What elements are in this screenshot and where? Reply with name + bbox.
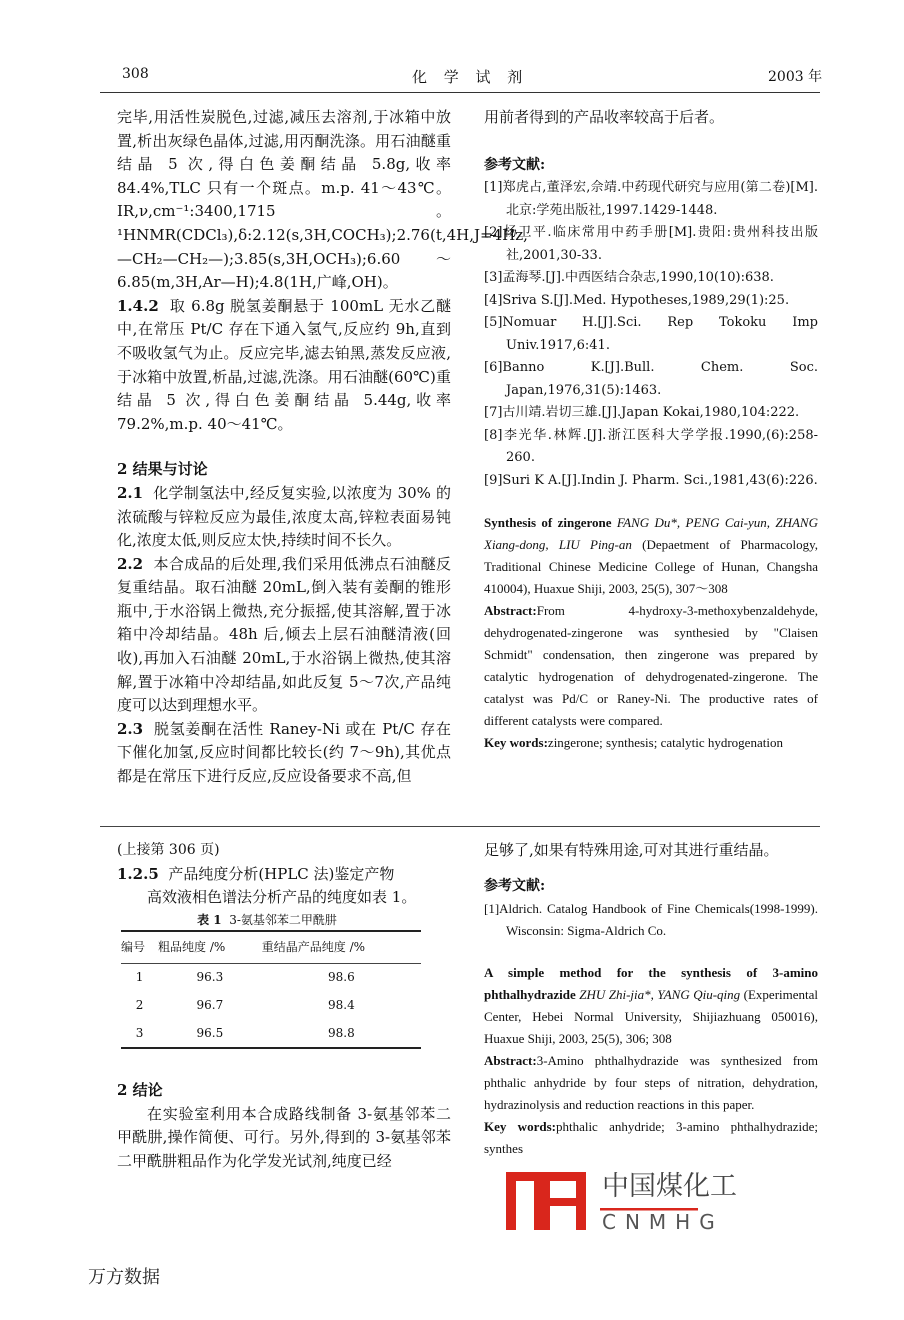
english-abstract xyxy=(484,600,818,732)
abstract-text: From 4-hydroxy-3-methoxybenzaldehyde, dehydrogenated-zingerone was synthesied by "Claisen Schmidt" condensation, then zingerone was prepared by catalytic hydrogenation of dehydrogenated-zingerone. The catalyst was Pd/C or Raney-Ni. The productive rates of different catalysts were compared. xyxy=(484,603,818,729)
table-row xyxy=(121,1020,421,1049)
keywords-text: phthalic anhydride; 3-amino phthalhydrazide; synthes xyxy=(484,1119,818,1157)
subsection-title: 产品纯度分析(HPLC 法)鉴定产物 xyxy=(168,864,395,883)
table-number: 表 1 xyxy=(197,912,222,927)
reference-list xyxy=(484,898,818,942)
paragraph-text: 取 6.8g 脱氢姜酮悬于 100mL 无水乙醚中,在常压 Pt/C 存在下通入氢气,反应约 9h,直到不吸收氢气为止。反应完毕,滤去铂黑,蒸发反应液,于冰箱中放置,析晶,过滤,洗涤。用石油醚(60℃)重结晶 5 次,得白色姜酮结晶 5.44g,收率 79.2%,m.p. 40～41℃。 xyxy=(117,296,451,433)
abstract-label: Abstract: xyxy=(484,603,537,619)
watermark-cn: 中国煤化工 xyxy=(602,1171,737,1203)
abstract-label: Abstract: xyxy=(484,1053,537,1069)
table-cell: 98.8 xyxy=(262,1020,421,1049)
paragraph-1-4-2 xyxy=(117,295,451,437)
page-number: 308 xyxy=(122,66,149,82)
keywords xyxy=(484,732,818,754)
paragraph-2-3 xyxy=(117,718,451,789)
watermark-logo xyxy=(506,1170,737,1235)
article-divider xyxy=(100,826,820,827)
paragraph: 用前者得到的产品收率较高于后者。 xyxy=(484,108,725,126)
continued-note: (上接第 306 页) xyxy=(117,842,220,858)
top-article-columns xyxy=(117,106,818,818)
paragraph-2-2 xyxy=(117,553,451,718)
table-title: 3-氨基邻苯二甲酰肼 xyxy=(229,912,337,927)
column-header: 编号 xyxy=(121,931,158,964)
table-row xyxy=(121,992,421,1020)
table-cell: 98.4 xyxy=(328,997,355,1012)
bottom-article-columns xyxy=(117,839,818,1249)
watermark-en: CNMHG xyxy=(602,1210,724,1235)
table-caption xyxy=(117,910,417,930)
paragraph: 高效液相色谱法分析产品的纯度如表 1。 xyxy=(147,888,417,907)
purity-table xyxy=(121,930,421,1049)
abstract-text: 3-Amino phthalhydrazide was synthesized from phthalic anhydride by four steps of nitration, dehydration, hydrazinolysis and reduction reactions in this paper. xyxy=(484,1053,818,1113)
subsection-heading xyxy=(117,863,451,887)
table-cell: 96.3 xyxy=(196,970,224,985)
right-column-top xyxy=(484,106,818,754)
paragraph-number: 2.2 xyxy=(117,554,144,573)
keywords-label: Key words: xyxy=(484,735,548,751)
english-abstract xyxy=(484,1050,818,1116)
paragraph-number: 2.3 xyxy=(117,719,144,738)
keywords xyxy=(484,1116,818,1160)
paragraph: 在实验室利用本合成路线制备 3-氨基邻苯二甲酰肼,操作简便、可行。另外,得到的 3-氨基邻苯二甲酰肼粗品作为化学发光试剂,纯度已经 xyxy=(117,1104,451,1170)
table-cell: 3 xyxy=(121,1020,158,1049)
journal-name: 化 学 试 剂 xyxy=(412,68,529,86)
column-header: 粗品纯度 /% xyxy=(158,931,262,964)
paragraph: 完毕,用活性炭脱色,过滤,减压去溶剂,于冰箱中放置,析出灰绿色晶体,过滤,用丙酮洗涤。用石油醚重结晶 5 次,得白色姜酮结晶 5.8g,收率 84.4%,TLC 只有一个斑点。m.p. 41～43℃。IR,ν,cm⁻¹:3400,1715。¹HNMR(CDCl₃),δ:2.12(s,3H,COCH₃);2.76(t,4H,J=4Hz,—CH₂—CH₂—);3.85(s,3H,OCH₃);6.60～6.85(m,3H,Ar—H);4.8(1H,广峰,OH)。 xyxy=(117,108,528,292)
abstract-authors: ZHU Zhi-jia*, YANG Qiu-qing xyxy=(579,987,741,1003)
reference: [8]李光华.林辉.[J].浙江医科大学学报.1990,(6):258-260. xyxy=(484,427,818,466)
reference: [1]郑虎占,董泽宏,佘靖.中药现代研究与应用(第二卷)[M].北京:学苑出版社,1997.1429-1448. xyxy=(484,180,818,218)
reference: [1]Aldrich. Catalog Handbook of Fine Chemicals(1998-1999). Wisconsin: Sigma-Aldrich Co. xyxy=(484,901,818,939)
paragraph-text: 脱氢姜酮在活性 Raney-Ni 或在 Pt/C 存在下催化加氢,反应时间都比较长(约 7～9h),其优点都是在常压下进行反应,反应设备要求不高,但 xyxy=(117,719,451,786)
right-column-bottom xyxy=(484,839,818,1234)
abstract-title: A simple method for the synthesis of 3-amino phthalhydrazide xyxy=(484,965,818,1003)
paragraph-text: 化学制氢法中,经反复实验,以浓度为 30% 的浓硫酸与锌粒反应为最佳,浓度太高,锌粒表面易钝化,浓度太低,则反应太快,持续时间不长久。 xyxy=(117,483,451,550)
reference: [7]古川靖.岩切三雄.[J].Japan Kokai,1980,104:222. xyxy=(484,405,800,421)
table-cell: 1 xyxy=(135,970,144,985)
references-heading: 参考文献: xyxy=(484,156,546,173)
paragraph-2-1 xyxy=(117,482,451,553)
reference: [2]杨卫平.临床常用中药手册[M].贵阳:贵州科技出版社,2001,30-33. xyxy=(484,225,818,263)
reference: [3]孟海琴.[J].中西医结合杂志,1990,10(10):638. xyxy=(484,270,774,286)
paragraph: 足够了,如果有特殊用途,可对其进行重结晶。 xyxy=(484,841,779,859)
page-body xyxy=(88,0,819,1289)
table-cell: 98.6 xyxy=(328,970,355,985)
paragraph-number: 2.1 xyxy=(117,483,144,502)
reference: [9]Suri K A.[J].Indin J. Pharm. Sci.,1981,43(6):226. xyxy=(484,472,818,488)
table-cell: 96.7 xyxy=(196,997,224,1012)
footer-source: 万方数据 xyxy=(88,1267,160,1288)
abstract-affiliation: (Experimental Center, Hebei Normal University, Shijiazhuang 050016), Huaxue Shiji, 2003, 25(5), 306; 308 xyxy=(484,987,819,1047)
table-cell: 96.5 xyxy=(158,1020,262,1049)
english-abstract-header xyxy=(484,962,818,1050)
reference: [5]Nomuar H.[J].Sci. Rep Tokoku Imp Univ.1917,6:41. xyxy=(484,315,818,353)
references-heading: 参考文献: xyxy=(484,877,546,894)
abstract-authors: FANG Du*, PENG Cai-yun, ZHANG Xiang-dong, LIU Ping-an xyxy=(484,515,818,553)
table-header-row xyxy=(121,931,421,964)
section-heading: 2 结果与讨论 xyxy=(117,460,208,479)
year: 2003 年 xyxy=(768,69,823,85)
paragraph-text: 本合成品的后处理,我们采用低沸点石油醚反复重结晶。取石油醚 20mL,倒入装有姜酮的锥形瓶中,于水浴锅上微热,充分振摇,使其溶解,置于冰箱中冷却结晶。48h 后,倾去上层石油醚清液(回收),再加入石油醚 20mL,于水浴锅上微热,使其溶解,置于冰箱中冷却结晶,如此反复 5～7次,产品纯度可以达到理想水平。 xyxy=(117,554,451,715)
paragraph-number: 1.4.2 xyxy=(117,296,159,315)
reference: [6]Banno K.[J].Bull. Chem. Soc. Japan,1976,31(5):1463. xyxy=(484,360,818,398)
left-column-bottom xyxy=(117,839,451,1174)
column-header: 重结晶产品纯度 /% xyxy=(262,931,421,964)
reference: [4]Sriva S.[J].Med. Hypotheses,1989,29(1):25. xyxy=(484,292,790,308)
english-abstract-header xyxy=(484,512,818,600)
reference-list xyxy=(484,177,818,492)
section-heading: 2 结论 xyxy=(117,1081,163,1100)
table-cell: 2 xyxy=(135,997,144,1012)
table-row xyxy=(121,964,421,992)
abstract-affiliation: (Depaetment of Pharmacology, Traditional Chinese Medicine College of Hunan, Changsha 410004), Huaxue Shiji, 2003, 25(5), 307～308 xyxy=(484,537,818,597)
abstract-title: Synthesis of zingerone xyxy=(484,515,612,531)
keywords-text: zingerone; synthesis; catalytic hydrogenation xyxy=(547,735,783,751)
subsection-number: 1.2.5 xyxy=(117,864,159,883)
keywords-label: Key words: xyxy=(484,1119,556,1135)
